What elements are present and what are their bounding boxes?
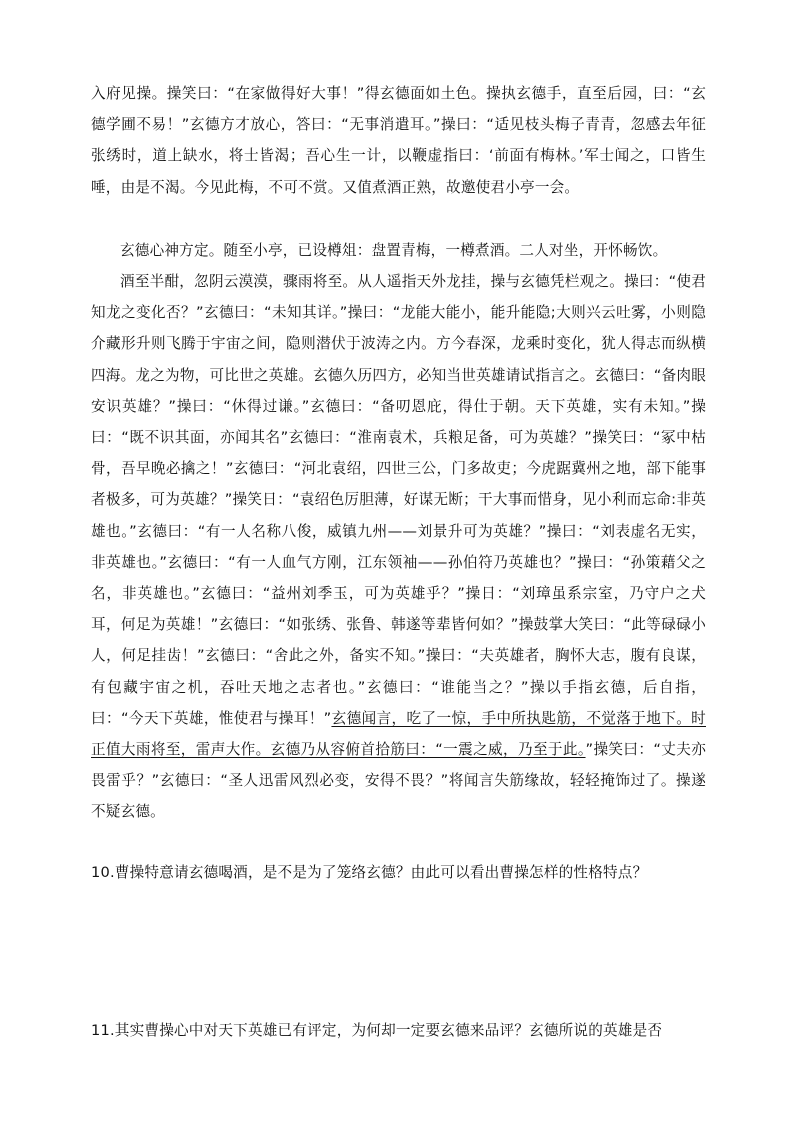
passage-paragraph-2: 玄德心神方定。随至小亭，已设樽俎：盘置青梅，一樽煮酒。二人对坐，开怀畅饮。: [120, 242, 668, 259]
passage-paragraph-3: [91, 266, 706, 828]
passage-text-before-underline: 酒至半酣，忽阴云漠漠，骤雨将至。从人遥指天外龙挂，操与玄德凭栏观之。操曰：“使君知龙之变化否？”玄德曰：“未知其详。”操曰：“龙能大能小，能升能隐;大则兴云吐雾，小则隐介藏形升则飞腾于宇宙之间，隐则潜伏于波涛之内。方今春深，龙乘时变化，犹人得志而纵横四海。龙之为物，可比世之英雄。玄德久历四方，必知当世英雄请试指言之。玄德曰：“备肉眼安识英雄？”操曰：“休得过谦。”玄德曰：“备叨恩庇，得仕于朝。天下英雄，实有未知。”操曰：“既不识其面，亦闻其名”玄德曰：“淮南袁术，兵粮足备，可为英雄？”操笑曰：“冢中枯骨，吾早晚必擒之！”玄德曰：“河北袁绍，四世三公，门多故吏；今虎踞冀州之地，部下能事者极多，可为英雄？”操笑日：“袁绍色厉胆薄，好谋无断；干大事而惜身，见小利而忘命:非英雄也。”玄德曰：“有一人名称八俊，威镇九州——刘景升可为英雄？”操曰：“刘表虚名无实，非英雄也。”玄德曰：“有一人血气方刚，江东领袖——孙伯符乃英雄也？”操曰：“孙策藉父之名，非英雄也。”玄德曰：“益州刘季玉，可为英雄乎？”操日：“刘璋虽系宗室，乃守户之犬耳，何足为英雄！”玄德曰：“如张绣、张鲁、韩遂等辈皆何如？”操鼓掌大笑曰：“此等碌碌小人，何足挂齿！”玄德曰：“舍此之外，备实不知。”操曰：“夫英雄者，胸怀大志，腹有良谋，有包藏宇宙之机，吞吐天地之志者也。”玄德曰：“谁能当之？”操以手指玄德，后自指，曰：“今天下英雄，惟使君与操耳！”: [91, 273, 706, 727]
passage-paragraph-1: 入府见操。操笑曰：“在家做得好大事！”得玄德面如土色。操执玄德手，直至后园，曰：“玄德学圃不易！”玄德方才放心，答曰：“无事消遣耳。”操曰：“适见枝头梅子青青，忽感去年征张绣时，道上缺水，将士皆渴；吾心生一计，以鞭虚指曰：‘前面有梅林。’军士闻之，口皆生唾，由是不渴。今见此梅，不可不赏。又值煮酒正熟，故邀使君小亭一会。: [91, 85, 706, 196]
question-10: 10.曹操特意请玄德喝酒，是不是为了笼络玄德？由此可以看出曹操怎样的性格特点？: [91, 864, 648, 881]
underlined-passage: 玄德闻言，吃了一惊，手中所执匙筋，不觉落于地下。时正值大雨将至，雷声大作。玄德乃从容俯首拾筋曰：“一震之威，乃至于此。: [91, 709, 706, 759]
passage-text-after-underline: ”操笑曰：“丈夫亦畏雷乎？”玄德曰：“圣人迅雷风烈必变，安得不畏？”将闻言失筋缘故，轻轻掩饰过了。操遂不疑玄德。: [91, 741, 706, 821]
question-11: 11.其实曹操心中对天下英雄已有评定，为何却一定要玄德来品评？玄德所说的英雄是否: [91, 1022, 663, 1039]
